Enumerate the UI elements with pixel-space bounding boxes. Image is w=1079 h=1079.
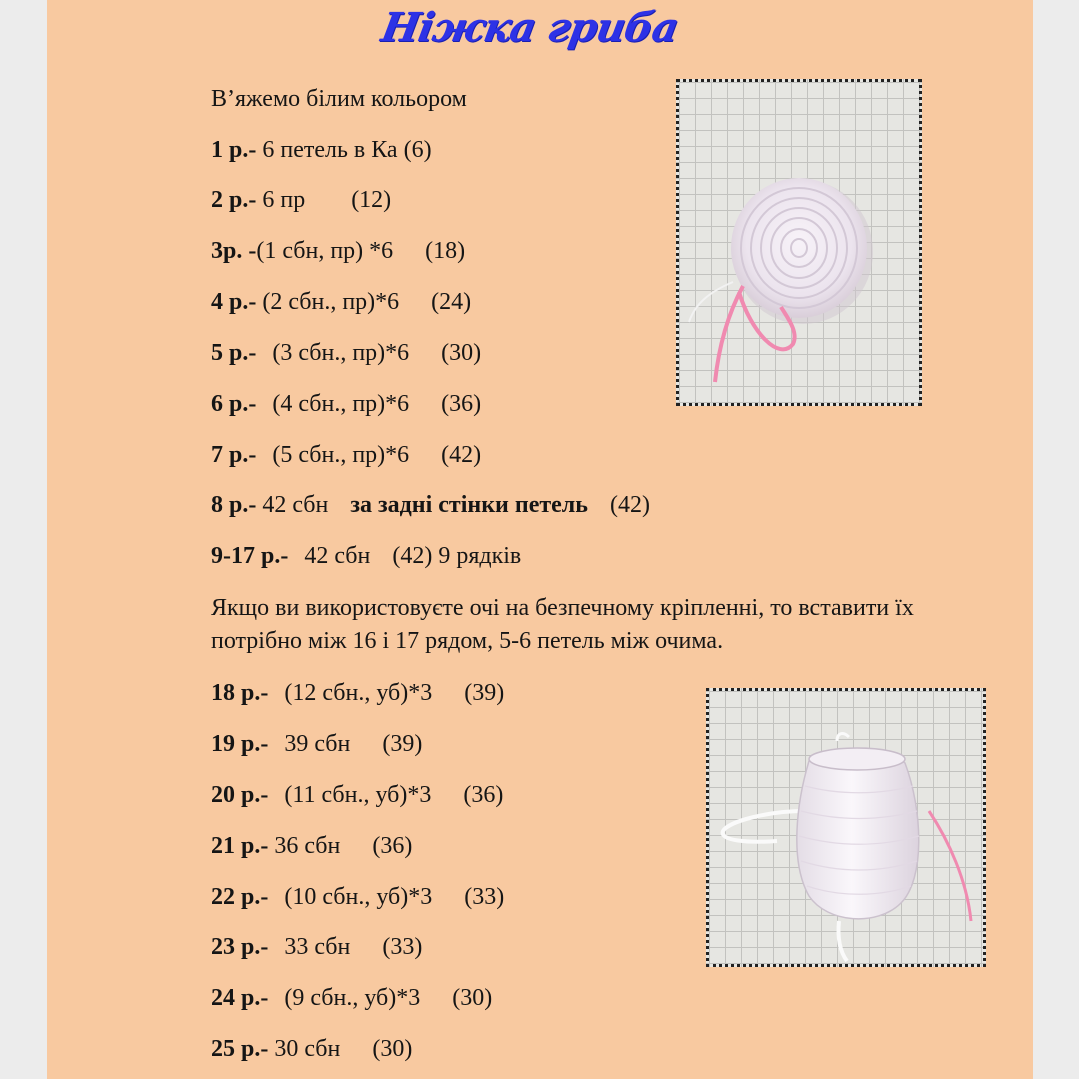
row-emphasis: за задні стінки петель — [350, 492, 588, 518]
row-instruction: 33 сбн — [284, 934, 351, 960]
row-instruction: (12 сбн., уб)*3 — [284, 680, 433, 706]
row-line — [211, 680, 504, 707]
row-label: 4 р.- — [211, 289, 257, 315]
row-line — [211, 238, 465, 265]
row-label: 18 р.- — [211, 680, 269, 706]
row-instruction: (10 сбн., уб)*3 — [284, 884, 433, 910]
row-label: 6 р.- — [211, 391, 257, 417]
row-count: (30) — [441, 340, 482, 366]
row-count: (36) — [441, 391, 482, 417]
row-count: (33) — [382, 934, 423, 960]
row-line — [211, 731, 422, 758]
row-label: 7 р.- — [211, 442, 257, 468]
row-line — [211, 137, 432, 164]
row-label: 23 р.- — [211, 934, 269, 960]
row-instruction: (11 сбн., уб)*3 — [284, 782, 432, 808]
row-instruction: 36 сбн — [274, 833, 341, 859]
row-instruction: 39 сбн — [284, 731, 351, 757]
photo-crochet-base — [676, 79, 922, 406]
row-instruction: 42 сбн — [262, 492, 329, 518]
row-label: 21 р.- — [211, 833, 269, 859]
page-title: Ніжка гриба — [377, 4, 682, 51]
row-instruction: (5 сбн., пр)*6 — [272, 442, 410, 468]
row-line — [211, 187, 391, 214]
row-count: (42) — [441, 442, 482, 468]
row-count: (42) — [609, 492, 650, 518]
row-count: (39) — [464, 680, 505, 706]
row-line — [211, 985, 492, 1012]
row-line — [211, 782, 503, 809]
intro-line: В’яжемо білим кольором — [211, 86, 467, 112]
row-count: (12) — [351, 187, 392, 213]
row-line — [211, 391, 481, 418]
row-instruction: 30 сбн — [274, 1036, 341, 1062]
row-line — [211, 442, 481, 469]
row-line — [211, 289, 471, 316]
row-count: (36) — [372, 833, 413, 859]
row-instruction: (1 сбн, пр) *6 — [256, 238, 394, 264]
row-label: 5 р.- — [211, 340, 257, 366]
photo-crochet-stem — [706, 688, 986, 967]
row-line — [211, 934, 422, 961]
crochet-stem-image — [709, 691, 983, 964]
safety-eyes-note: Якщо ви використовуєте очі на безпечному кріпленні, то вставити їх потрібно між 16 і 17 рядом, 5-6 петель між очима. — [211, 595, 914, 654]
row-label: 24 р.- — [211, 985, 269, 1011]
row-instruction: (3 сбн., пр)*6 — [272, 340, 410, 366]
row-line — [211, 492, 650, 519]
row-instruction: (2 сбн., пр)*6 — [262, 289, 400, 315]
row-label: 3р. - — [211, 238, 257, 264]
row-label: 20 р.- — [211, 782, 269, 808]
row-label: 8 р.- — [211, 492, 257, 518]
row-instruction: (4 сбн., пр)*6 — [272, 391, 410, 417]
row-count: (33) — [464, 884, 505, 910]
row-line — [211, 884, 504, 911]
row-instruction: 6 петель в Ка (6) — [262, 137, 432, 163]
row-label: 1 р.- — [211, 137, 257, 163]
row-label: 19 р.- — [211, 731, 269, 757]
row-instruction: (9 сбн., уб)*3 — [284, 985, 421, 1011]
row-instruction: 42 сбн — [304, 543, 371, 569]
row-count: (36) — [463, 782, 504, 808]
row-count: (30) — [452, 985, 493, 1011]
row-line — [211, 1036, 412, 1063]
row-label: 25 р.- — [211, 1036, 269, 1062]
row-instruction: 6 пр — [262, 187, 306, 213]
row-line — [211, 833, 412, 860]
row-label: 22 р.- — [211, 884, 269, 910]
row-count: (18) — [425, 238, 466, 264]
row-label: 2 р.- — [211, 187, 257, 213]
row-line — [211, 340, 481, 367]
row-line — [211, 543, 521, 570]
crochet-circle-image — [679, 82, 919, 403]
row-label: 9-17 р.- — [211, 543, 289, 569]
row-count: (24) — [431, 289, 472, 315]
row-count: (30) — [372, 1036, 413, 1062]
row-count: (42) 9 рядків — [392, 543, 522, 569]
row-count: (39) — [382, 731, 423, 757]
